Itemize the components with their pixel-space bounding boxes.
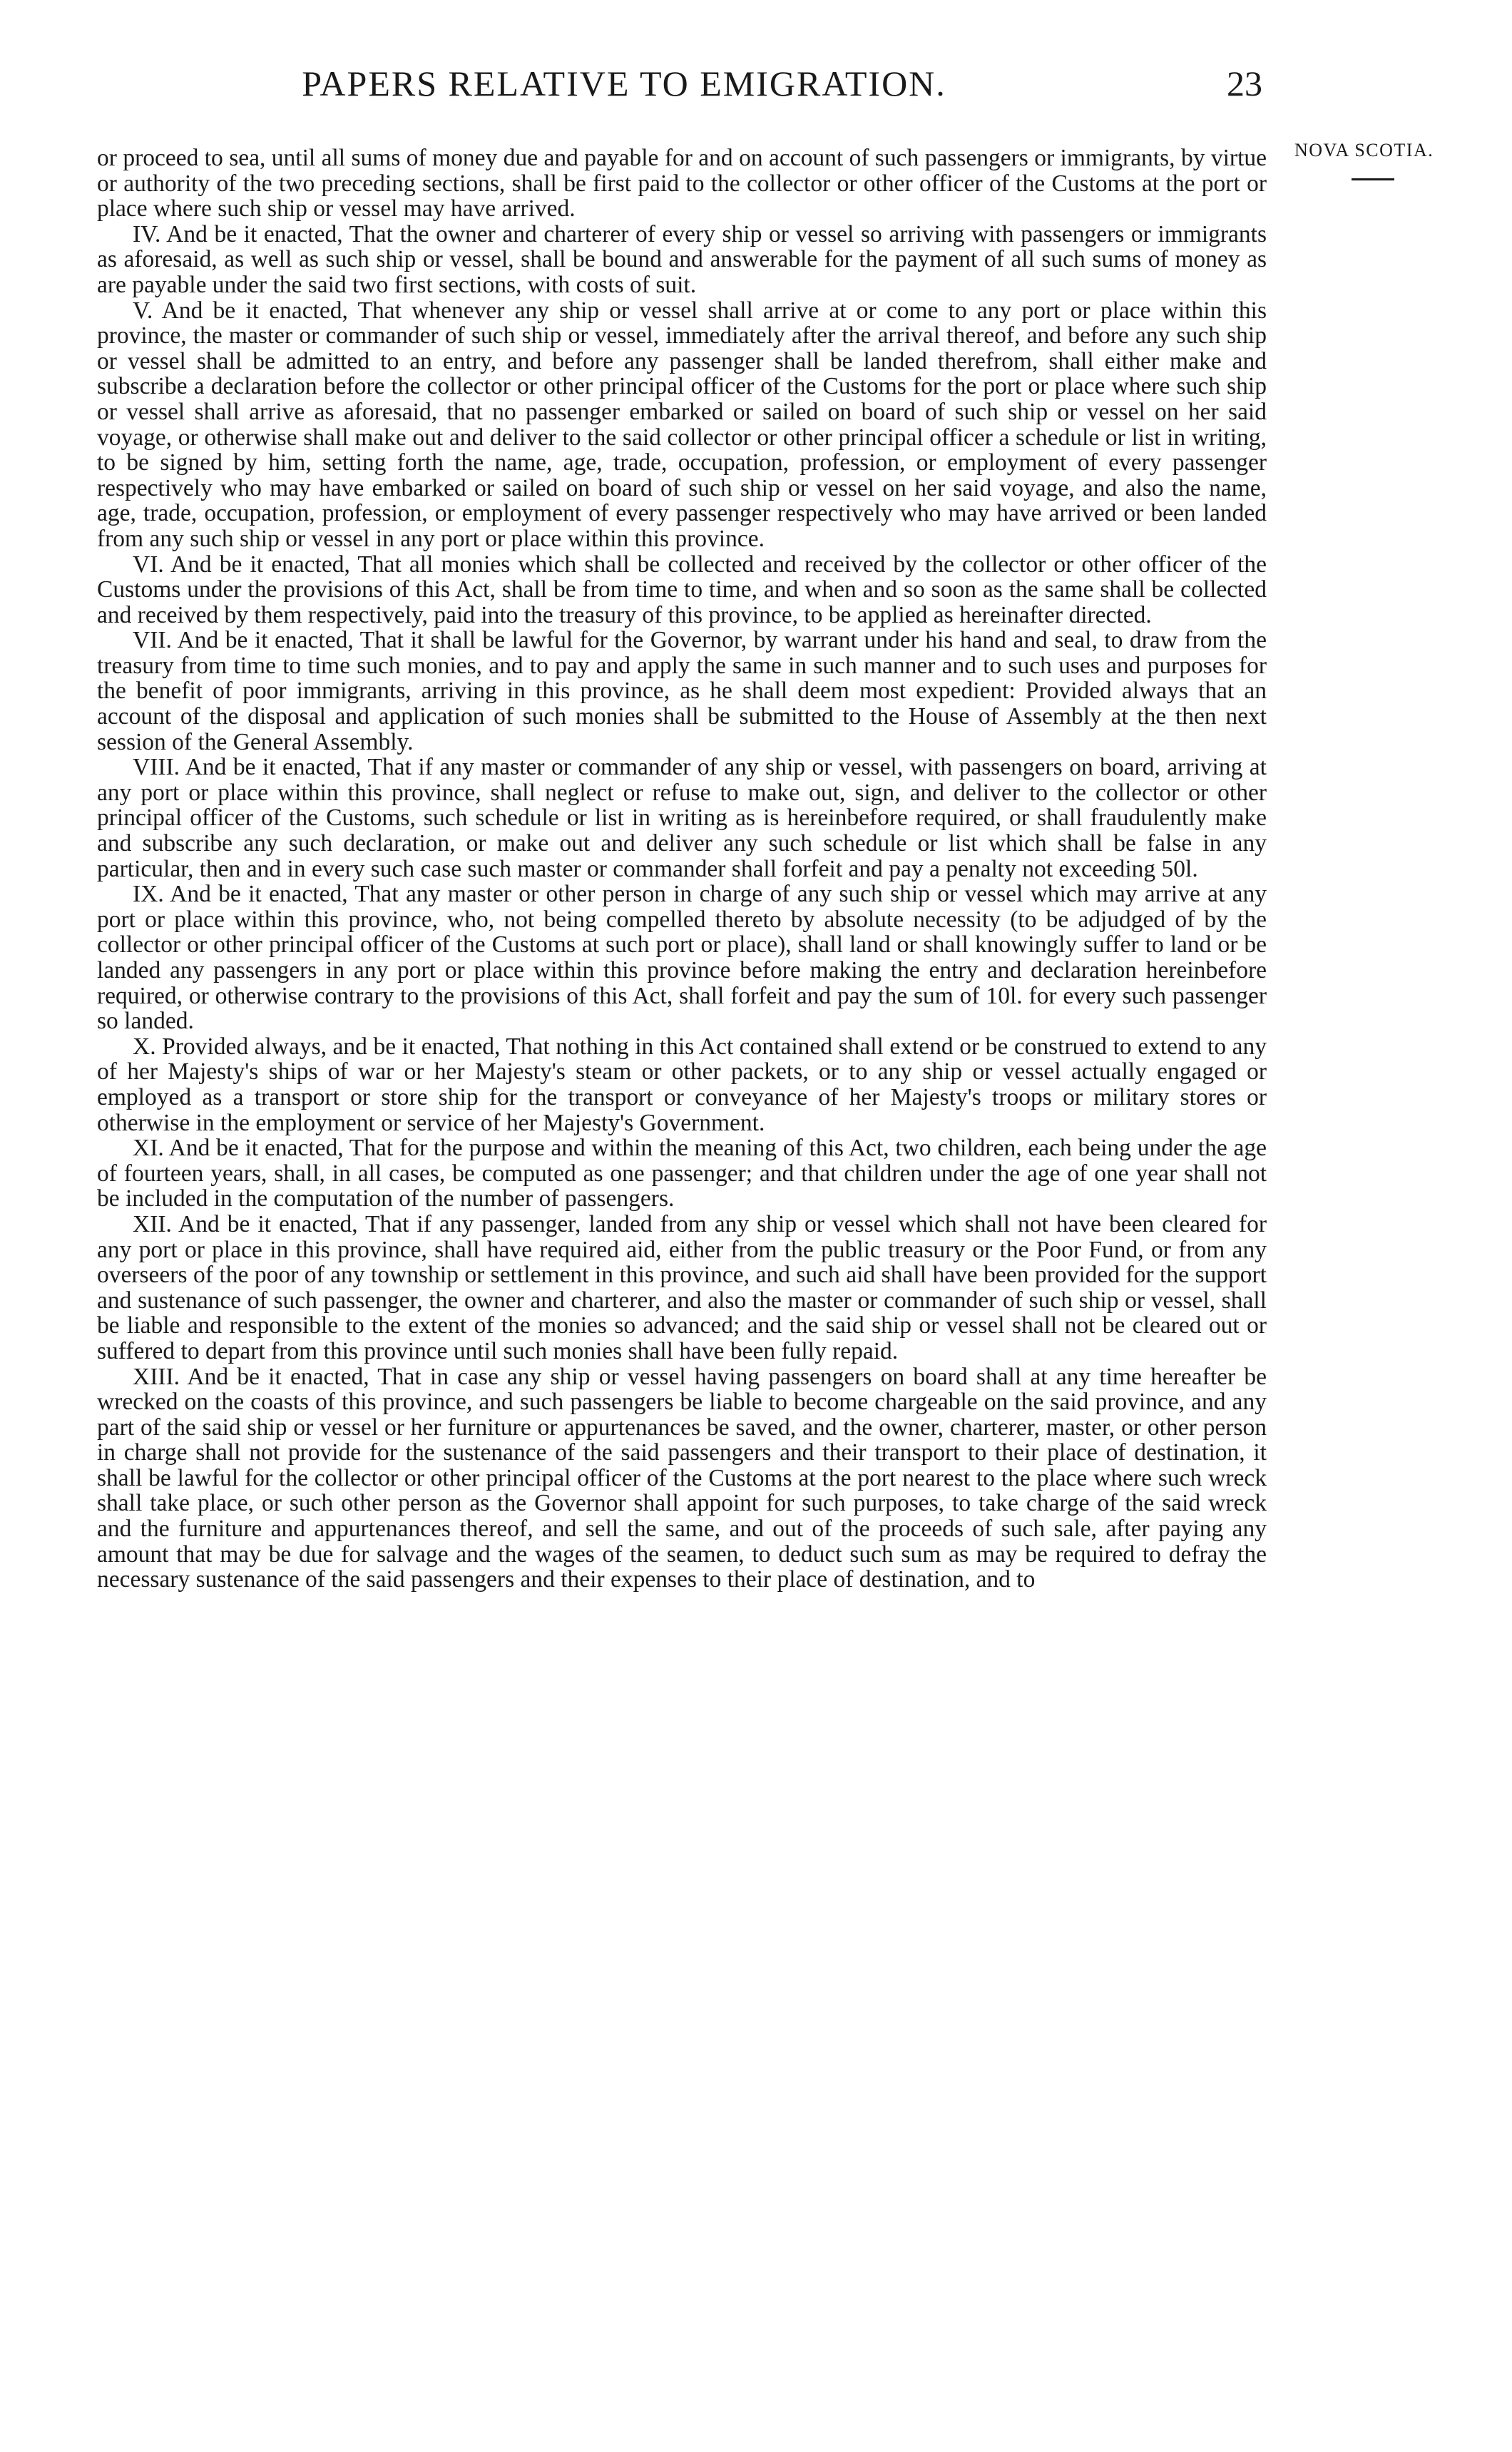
section-vi: VI. And be it enacted, That all monies which shall be collected and received by the collector or other officer of the Customs under the provisions of this Act, shall be from time to time, and when and so soon as the same shall be collected and received by them respectively, paid into the treasury of this province, to be applied as hereinafter directed. bbox=[97, 551, 1267, 628]
section-vii: VII. And be it enacted, That it shall be lawful for the Governor, by warrant under his hand and seal, to draw from the treasury from time to time such monies, and to pay and apply the same in such manner and to such uses and purposes for the benefit of poor immigrants, arriving in this province, as he shall deem most expedient: Provided always that an account of the disposal and application of such monies shall be submitted to the House of Assembly at the then next session of the General Assembly. bbox=[97, 627, 1267, 755]
margin-note-province: NOVA SCOTIA. bbox=[1294, 140, 1434, 160]
section-ix: IX. And be it enacted, That any master or other person in charge of any such ship or vessel which may arrive at any port or place within this province, who, not being compelled thereto by absolute necessity (to be adjudged of by the collector or other principal officer of the Customs at such port or place), shall land or shall knowingly suffer to land or be landed any passengers in any port or place within this province before making the entry and declaration hereinbefore required, or otherwise contrary to the provisions of this Act, shall forfeit and pay the sum of 10l. for every such passenger so landed. bbox=[97, 881, 1267, 1035]
section-iv: IV. And be it enacted, That the owner and charterer of every ship or vessel so arriving with passengers or immigrants as aforesaid, as well as such ship or vessel, shall be bound and answerable for the payment of all such sums of money as are payable under the said two first sections, with costs of suit. bbox=[97, 220, 1267, 298]
body-text bbox=[97, 145, 1267, 1593]
section-xiii: XIII. And be it enacted, That in case any ship or vessel having passengers on board shall at any time hereafter be wrecked on the coasts of this province, and such passengers be liable to become chargeable on the said province, and any part of the said ship or vessel or her furniture or appurtenances be saved, and the owner, charterer, master, or other person in charge shall not provide for the sustenance of the said passengers and their transport to their place of destination, it shall be lawful for the collector or other principal officer of the Customs at the port nearest to the place where such wreck shall take place, or such other person as the Governor shall appoint for such purposes, to take charge of the said wreck and the furniture and appurtenances thereof, and sell the same, and out of the proceeds of such sale, after paying any amount that may be due for salvage and the wages of the seamen, to deduct such sum as may be required to defray the necessary sustenance of the said passengers and their expenses to their place of destination, and to bbox=[97, 1363, 1267, 1593]
paragraph-continuation: or proceed to sea, until all sums of money due and payable for and on account of such passengers or immigrants, by virtue or authority of the two preceding sections, shall be first paid to the collector or other officer of the Customs at the port or place where such ship or vessel may have arrived. bbox=[97, 145, 1267, 223]
running-header-title: PAPERS RELATIVE TO EMIGRATION. bbox=[302, 63, 946, 103]
section-viii: VIII. And be it enacted, That if any master or commander of any ship or vessel, with passengers on board, arriving at any port or place within this province, shall neglect or refuse to make out, sign, and deliver to the collector or other principal officer of the Customs, such schedule or list in writing as is hereinbefore required, or shall fraudulently make and subscribe any such declaration, or make out and deliver any such schedule or list which shall be false in any particular, then and in every such case such master or commander shall forfeit and pay a penalty not exceeding 50l. bbox=[97, 754, 1267, 882]
margin-note-rule bbox=[1352, 178, 1394, 180]
section-xi: XI. And be it enacted, That for the purpose and within the meaning of this Act, two children, each being under the age of fourteen years, shall, in all cases, be computed as one passenger; and that children under the age of one year shall not be included in the computation of the number of passengers. bbox=[97, 1135, 1267, 1212]
page-number: 23 bbox=[1227, 63, 1262, 103]
section-x: X. Provided always, and be it enacted, That nothing in this Act contained shall extend or be construed to extend to any of her Majesty's ships of war or her Majesty's steam or other packets, or to any ship or vessel actually engaged or employed as a transport or store ship for the transport or conveyance of her Majesty's troops or military stores or otherwise in the employment or service of her Majesty's Government. bbox=[97, 1033, 1267, 1136]
section-v: V. And be it enacted, That whenever any ship or vessel shall arrive at or come to any port or place within this province, the master or commander of such ship or vessel, immediately after the arrival thereof, and before any such ship or vessel shall be admitted to an entry, and before any passenger shall be landed therefrom, shall either make and subscribe a declaration before the collector or other principal officer of the Customs for the port or place where such ship or vessel shall arrive as aforesaid, that no passenger embarked or sailed on board of such ship or vessel on her said voyage, or otherwise shall make out and deliver to the said collector or other principal officer a schedule or list in writing, to be signed by him, setting forth the name, age, trade, occupation, profession, or employment of every passenger respectively who may have embarked or sailed on board of such ship or vessel on her said voyage, and also the name, age, trade, occupation, profession, or employment of every passenger respectively who may have arrived or been landed from any such ship or vessel in any port or place within this province. bbox=[97, 297, 1267, 552]
section-xii: XII. And be it enacted, That if any passenger, landed from any ship or vessel which shall not have been cleared for any port or place in this province, shall have required aid, either from the public treasury or the Poor Fund, or from any overseers of the poor of any township or settlement in this province, and such aid shall have been provided for the support and sustenance of such passenger, the owner and charterer, and also the master or commander of such ship or vessel, shall be liable and responsible to the extent of the monies so advanced; and the said ship or vessel shall not be cleared out or suffered to depart from this province until such monies shall have been fully repaid. bbox=[97, 1210, 1267, 1364]
